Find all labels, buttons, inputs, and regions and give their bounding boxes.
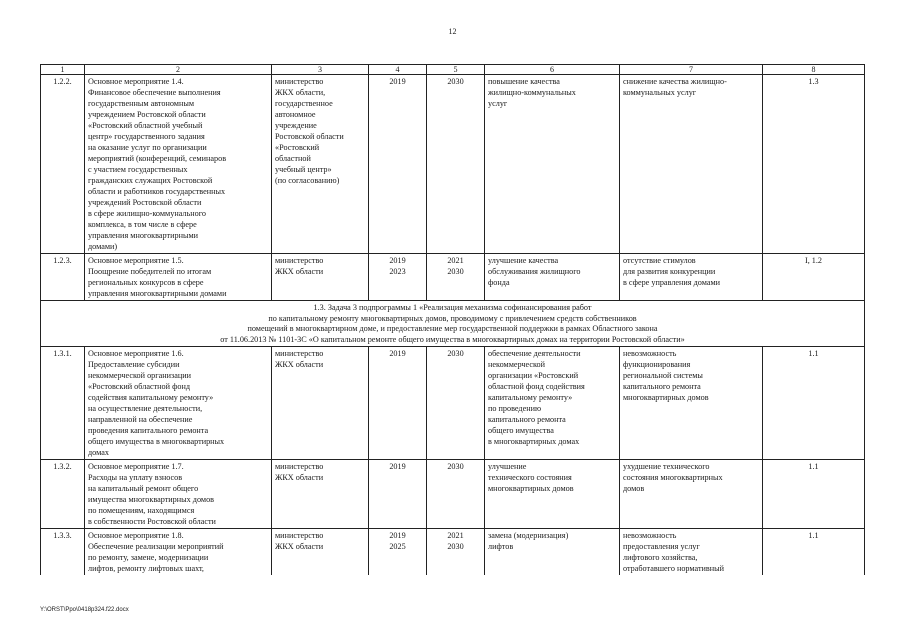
column-number: 5 bbox=[427, 65, 485, 75]
non-implementation-consequence: невозможность функционирования региональной системы капитального ремонта многоквартирных домов bbox=[620, 347, 763, 460]
non-implementation-consequence: ухудшение технического состояния многоквартирных домов bbox=[620, 460, 763, 529]
column-number: 7 bbox=[620, 65, 763, 75]
page-number: 12 bbox=[448, 27, 457, 36]
column-number: 1 bbox=[41, 65, 85, 75]
row-number: 1.2.3. bbox=[41, 254, 85, 301]
indicator-link: 1.3 bbox=[763, 75, 865, 254]
measure-name: Основное мероприятие 1.7. Расходы на уплату взносов на капитальный ремонт общего имущества многоквартирных домов по помещениям, находящимся в собственности Ростовской области bbox=[85, 460, 272, 529]
measure-name: Основное мероприятие 1.8. Обеспечение реализации мероприятий по ремонту, замене, модернизации лифтов, ремонту лифтовых шахт, bbox=[85, 529, 272, 576]
indicator-link: 1.1 bbox=[763, 529, 865, 576]
column-number-row bbox=[41, 65, 865, 75]
column-number: 2 bbox=[85, 65, 272, 75]
indicator-link: 1.1 bbox=[763, 347, 865, 460]
non-implementation-consequence: снижение качества жилищно- коммунальных услуг bbox=[620, 75, 763, 254]
start-year: 2019 2023 bbox=[369, 254, 427, 301]
table-row bbox=[41, 347, 865, 460]
executor: министерство ЖКХ области bbox=[272, 347, 369, 460]
task-header-row bbox=[41, 301, 865, 347]
column-number: 4 bbox=[369, 65, 427, 75]
column-number: 3 bbox=[272, 65, 369, 75]
measure-name: Основное мероприятие 1.6. Предоставление субсидии некоммерческой организации «Ростовский областной фонд содействия капитальному ремонту» на осуществление деятельности, направленной на обеспечение проведения капитального ремонта общего имущества в многоквартирных домах bbox=[85, 347, 272, 460]
start-year: 2019 bbox=[369, 75, 427, 254]
executor: министерство ЖКХ области bbox=[272, 254, 369, 301]
table-row bbox=[41, 75, 865, 254]
table-row bbox=[41, 529, 865, 576]
file-path-footer: Y:\ORST\Ppo\0418p324.f22.docx bbox=[40, 607, 129, 613]
indicator-link: I, 1.2 bbox=[763, 254, 865, 301]
expected-result: улучшение технического состояния многоквартирных домов bbox=[485, 460, 620, 529]
row-number: 1.3.1. bbox=[41, 347, 85, 460]
non-implementation-consequence: отсутствие стимулов для развития конкуренции в сфере управления домами bbox=[620, 254, 763, 301]
expected-result: улучшение качества обслуживания жилищного фонда bbox=[485, 254, 620, 301]
expected-result: повышение качества жилищно-коммунальных услуг bbox=[485, 75, 620, 254]
task-header: 1.3. Задача 3 подпрограммы 1 «Реализация механизма софинансирования работ по капитальному ремонту многоквартирных домов, проводимому с привлечением средств собственников помещений в многоквартирном доме, и предоставление мер государственной поддержки в рамках Областного закона от 11.06.2013 № 1101-ЗС «О капитальном ремонте общего имущества в многоквартирных домах на территории Ростовской области» bbox=[41, 301, 865, 347]
executor: министерство ЖКХ области, государственное автономное учреждение Ростовской области «Ростовский областной учебный центр» (по согласованию) bbox=[272, 75, 369, 254]
executor: министерство ЖКХ области bbox=[272, 529, 369, 576]
start-year: 2019 bbox=[369, 347, 427, 460]
start-year: 2019 2025 bbox=[369, 529, 427, 576]
expected-result: замена (модернизация) лифтов bbox=[485, 529, 620, 576]
measures-table bbox=[40, 64, 865, 575]
start-year: 2019 bbox=[369, 460, 427, 529]
end-year: 2021 2030 bbox=[427, 529, 485, 576]
row-number: 1.2.2. bbox=[41, 75, 85, 254]
column-number: 6 bbox=[485, 65, 620, 75]
column-number: 8 bbox=[763, 65, 865, 75]
end-year: 2030 bbox=[427, 75, 485, 254]
end-year: 2030 bbox=[427, 347, 485, 460]
measure-name: Основное мероприятие 1.5. Поощрение победителей по итогам региональных конкурсов в сфере управления многоквартирными домами bbox=[85, 254, 272, 301]
end-year: 2030 bbox=[427, 460, 485, 529]
executor: министерство ЖКХ области bbox=[272, 460, 369, 529]
row-number: 1.3.3. bbox=[41, 529, 85, 576]
end-year: 2021 2030 bbox=[427, 254, 485, 301]
row-number: 1.3.2. bbox=[41, 460, 85, 529]
table-row bbox=[41, 254, 865, 301]
table-row bbox=[41, 460, 865, 529]
indicator-link: 1.1 bbox=[763, 460, 865, 529]
non-implementation-consequence: невозможность предоставления услуг лифтового хозяйства, отработавшего нормативный bbox=[620, 529, 763, 576]
expected-result: обеспечение деятельности некоммерческой организации «Ростовский областной фонд содействия капитальному ремонту» по проведению капитального ремонта общего имущества в многоквартирных домах bbox=[485, 347, 620, 460]
measure-name: Основное мероприятие 1.4. Финансовое обеспечение выполнения государственным автономным учреждением Ростовской области «Ростовский областной учебный центр» государственного задания на оказание услуг по организации мероприятий (конференций, семинаров с участием государственных гражданских служащих Ростовской области и работников государственных учреждений Ростовской области в сфере жилищно-коммунального комплекса, в том числе в сфере управления многоквартирными домами) bbox=[85, 75, 272, 254]
